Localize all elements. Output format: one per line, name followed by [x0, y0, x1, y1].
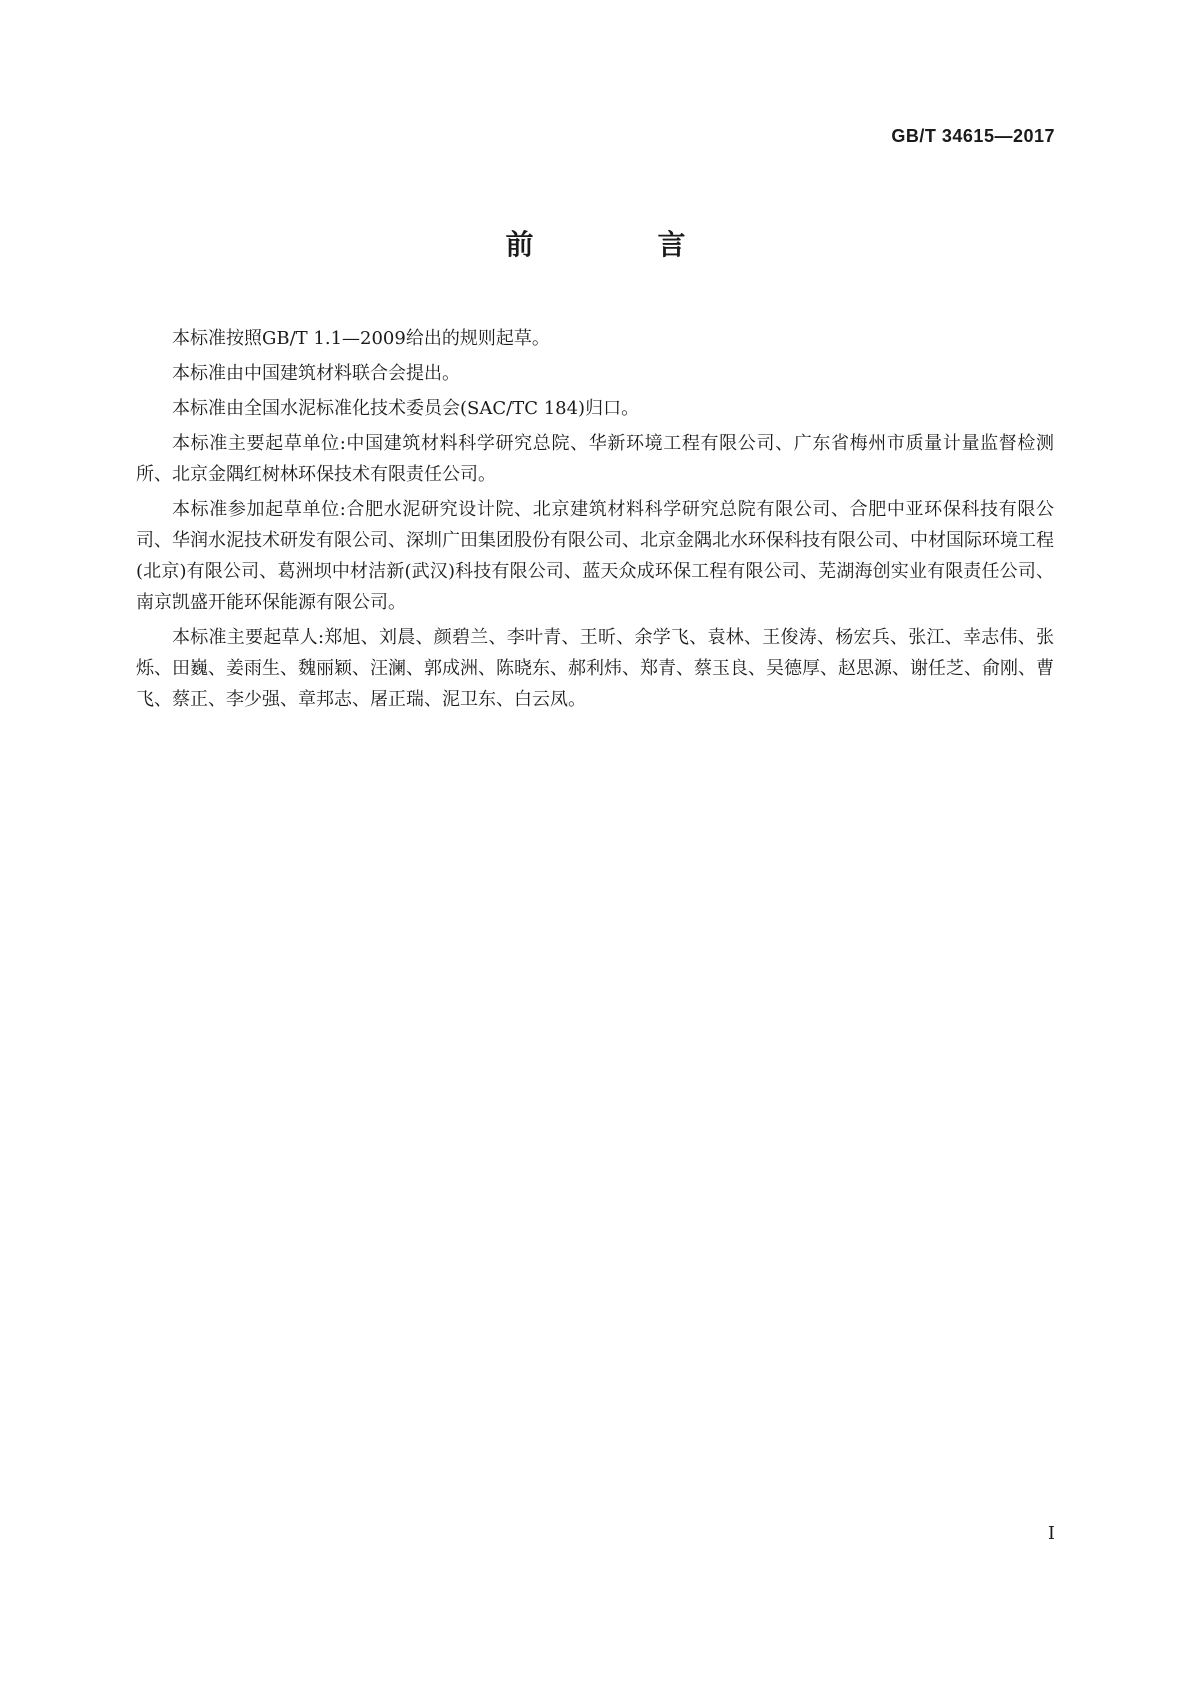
paragraph-main-drafters: 本标准主要起草人:郑旭、刘晨、颜碧兰、李叶青、王昕、余学飞、袁林、王俊涛、杨宏兵、张江、幸志伟、张烁、田巍、姜雨生、魏丽颖、汪澜、郭成洲、陈晓东、郝利炜、郑青、蔡玉良、吴德厚、赵思源、谢任芝、俞刚、曹飞、蔡正、李少强、章邦志、屠正瑞、泥卫东、白云凤。	[136, 627, 1054, 710]
page-number: I	[1047, 1523, 1055, 1544]
paragraph-main-drafting-units: 本标准主要起草单位:中国建筑材料科学研究总院、华新环境工程有限公司、广东省梅州市质量计量监督检测所、北京金隅红树林环保技术有限责任公司。	[136, 433, 1054, 485]
paragraph-drafting-rules: 本标准按照GB/T 1.1—2009给出的规则起草。	[172, 328, 550, 349]
foreword-body	[136, 323, 1054, 719]
standard-code: GB/T 34615—2017	[891, 126, 1055, 146]
page-title: 前 言	[505, 228, 734, 261]
paragraph-participating-units: 本标准参加起草单位:合肥水泥研究设计院、北京建筑材料科学研究总院有限公司、合肥中亚环保科技有限公司、华润水泥技术研发有限公司、深圳广田集团股份有限公司、北京金隅北水环保科技有限公司、中材国际环境工程(北京)有限公司、葛洲坝中材洁新(武汉)科技有限公司、蓝天众成环保工程有限公司、芜湖海创实业有限责任公司、南京凯盛开能环保能源有限公司。	[136, 499, 1054, 613]
paragraph-proposer: 本标准由中国建筑材料联合会提出。	[172, 363, 460, 384]
paragraph-technical-committee: 本标准由全国水泥标准化技术委员会(SAC/TC 184)归口。	[172, 398, 640, 419]
